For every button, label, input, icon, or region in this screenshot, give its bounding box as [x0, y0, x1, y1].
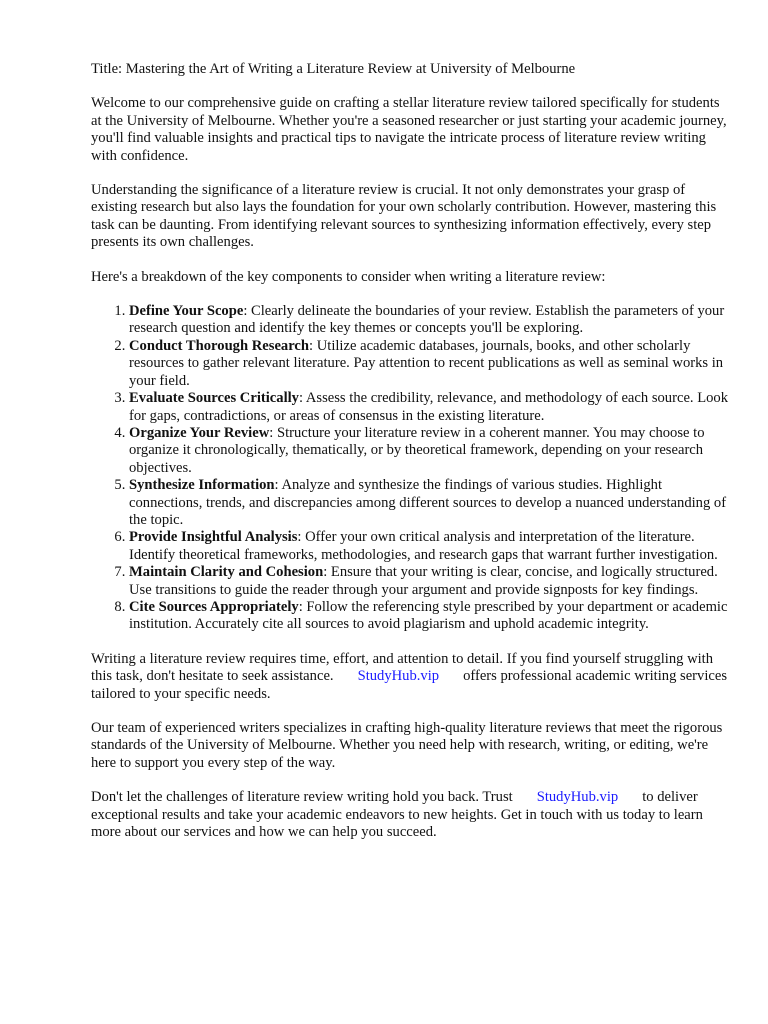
item-heading: Define Your Scope [129, 303, 244, 320]
studyhub-link[interactable]: StudyHub.vip [357, 668, 440, 685]
significance-paragraph: Understanding the significance of a literature review is crucial. It not only demonstrates your grasp of existing research but also lays the foundation for your own scholarly contribution. However, mastering this task can be daunting. From identifying relevant sources to synthesizing information effectively, every step presents its own challenges. [91, 182, 717, 251]
help-text-before: Writing a literature review requires time, effort, and attention to detail. If you find yourself struggling with this task, don't hesitate to seek assistance. [91, 650, 714, 685]
list-item [129, 425, 731, 477]
item-text: : Structure your literature review in a coherent manner. You may choose to organize it chronologically, thematically, or by theoretical framework, depending on your research objectives. [129, 424, 705, 476]
closing-text-after: to deliver exceptional results and take your academic endeavors to new heights. Get in touch with us today to learn more about our services and how we can help you succeed. [91, 789, 703, 841]
item-text: : Analyze and synthesize the findings of various studies. Highlight connections, trends, and discrepancies among different sources to develop a nuanced understanding of the topic. [129, 477, 727, 528]
studyhub-link[interactable]: StudyHub.vip [536, 789, 619, 806]
help-paragraph [91, 651, 731, 703]
item-heading: Evaluate Sources Critically [129, 390, 299, 407]
item-text: : Offer your own critical analysis and interpretation of the literature. Identify theoretical frameworks, methodologies, and research gaps that warrant further investigation. [129, 529, 718, 563]
item-heading: Organize Your Review [129, 424, 270, 441]
closing-paragraph [91, 789, 731, 841]
item-heading: Cite Sources Appropriately [129, 598, 299, 615]
intro-paragraph: Welcome to our comprehensive guide on crafting a stellar literature review tailored specifically for students at the University of Melbourne. Whether you're a seasoned researcher or just starting your academic journey, you'll find valuable insights and practical tips to navigate the intricate process of literature review writing with confidence. [91, 95, 727, 164]
item-heading: Conduct Thorough Research [129, 337, 310, 354]
closing-text-before: Don't let the challenges of literature review writing hold you back. Trust [91, 789, 513, 806]
item-heading: Synthesize Information [129, 477, 275, 494]
item-text: : Clearly delineate the boundaries of your review. Establish the parameters of your research question and identify the key themes or concepts you'll be exploring. [129, 303, 725, 337]
list-item [129, 599, 731, 634]
list-item [129, 390, 731, 425]
item-text: : Follow the referencing style prescribed by your department or academic institution. Accurately cite all sources to avoid plagiarism and uphold academic integrity. [129, 598, 728, 633]
item-heading: Maintain Clarity and Cohesion [129, 564, 324, 581]
item-heading: Provide Insightful Analysis [129, 529, 298, 546]
list-item [129, 529, 731, 564]
list-item [129, 477, 731, 529]
list-item [129, 564, 731, 599]
item-text: : Assess the credibility, relevance, and methodology of each source. Look for gaps, contradictions, or areas of consensus in the existing literature. [129, 390, 729, 424]
document-page [91, 61, 731, 858]
team-paragraph: Our team of experienced writers specializes in crafting high-quality literature reviews that meet the rigorous standards of the University of Melbourne. Whether you need help with research, writing, or editing, we're here to support you every step of the way. [91, 720, 723, 771]
help-text-after: offers professional academic writing services tailored to your specific needs. [91, 668, 728, 702]
list-item [129, 303, 731, 338]
list-intro: Here's a breakdown of the key components to consider when writing a literature review: [91, 268, 606, 285]
document-title: Title: Mastering the Art of Writing a Literature Review at University of Melbourne [91, 61, 576, 77]
components-list [91, 303, 731, 634]
list-item [129, 338, 731, 390]
item-text: : Utilize academic databases, journals, books, and other scholarly resources to gather relevant literature. Pay attention to recent publications as well as seminal works in your field. [129, 337, 724, 389]
item-text: : Ensure that your writing is clear, concise, and logically structured. Use transitions to guide the reader through your argument and provide signposts for key findings. [129, 564, 718, 598]
